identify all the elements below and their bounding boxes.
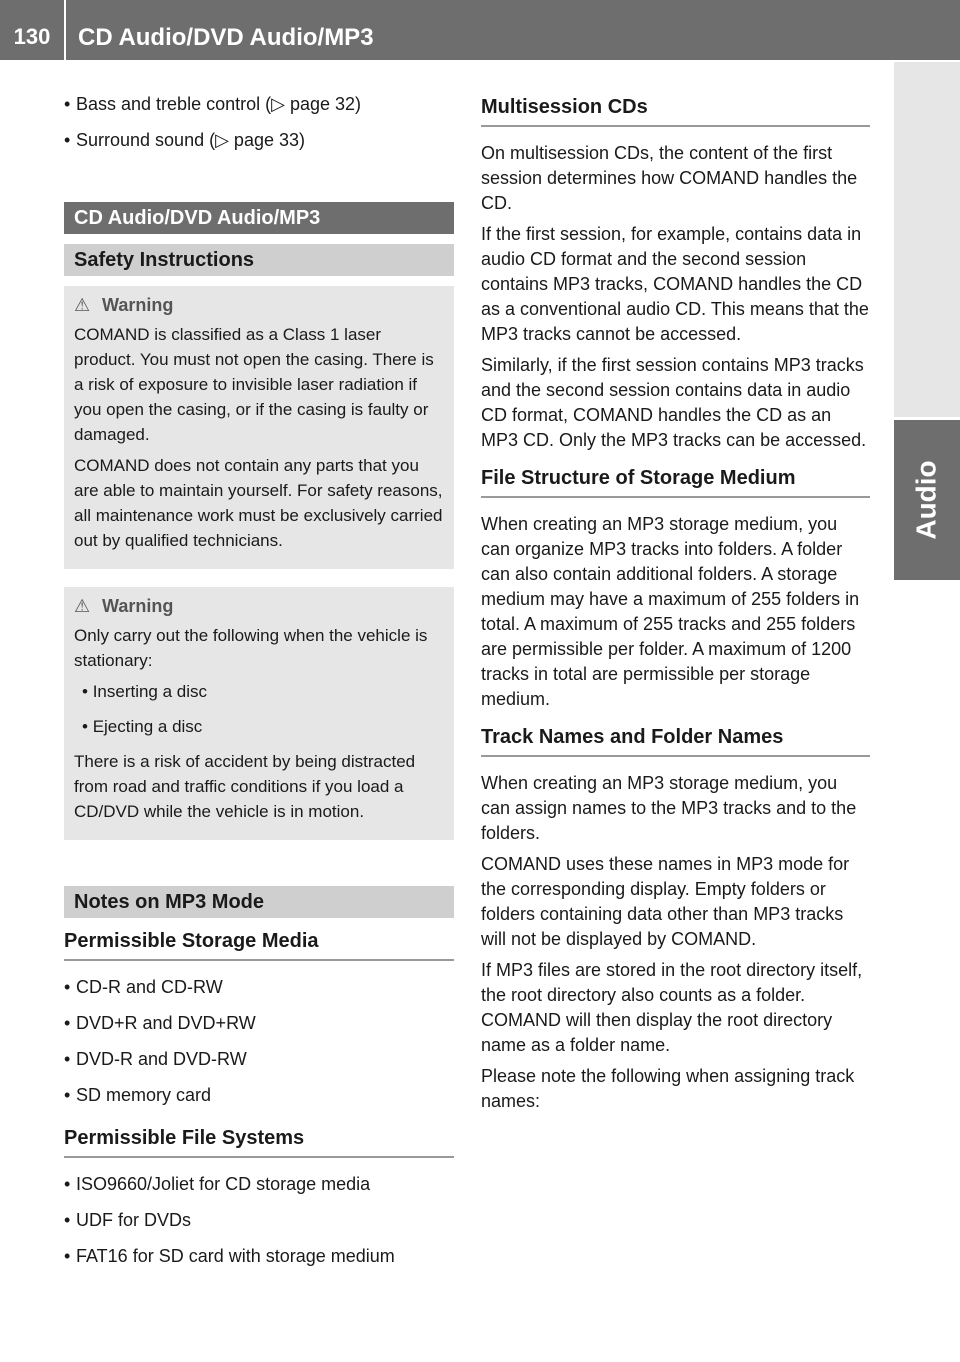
left-column (64, 92, 454, 1280)
page-number: 130 (13, 24, 51, 49)
paragraph: Similarly, if the first session contains MP3 tracks and the second session contains data in audio CD format, COMAND handles the CD as an MP3 CD. Only the MP3 tracks can be accessed. (481, 355, 867, 450)
warning-title: ⚠ Warning (74, 292, 444, 318)
list-item: • UDF for DVDs (64, 1210, 192, 1230)
side-tab-background (894, 62, 960, 417)
page-header (0, 0, 960, 60)
section-heading: CD Audio/DVD Audio/MP3 (64, 202, 454, 234)
paragraph: COMAND uses these names in MP3 mode for the corresponding display. Empty folders or folders containing data other than MP3 tracks will not be displayed by COMAND. (481, 854, 850, 949)
paragraph: When creating an MP3 storage medium, you can organize MP3 tracks into folders. A folder can also contain additional folders. A storage medium may have a maximum of 255 folders in total. A maximum of 255 tracks and 255 folders are permissible per folder. A maximum of 1200 tracks in total are permissible per storage medium. (481, 514, 860, 709)
warning-box (64, 587, 454, 840)
warning-text: Only carry out the following when the vehicle is stationary: (74, 626, 428, 670)
subheading: Permissible File Systems (64, 1127, 454, 1158)
side-tab-label: Audio (911, 460, 942, 540)
paragraph: If the first session, for example, contains data in audio CD format and the second session contains MP3 tracks, COMAND handles the CD as a conventional audio CD. This means that the MP3 tracks cannot be accessed. (481, 224, 869, 344)
warning-title: ⚠ Warning (74, 593, 444, 619)
subheading: Multisession CDs (481, 96, 870, 127)
list-item: • CD-R and CD-RW (64, 977, 223, 997)
paragraph: When creating an MP3 storage medium, you can assign names to the MP3 tracks and to the folders. (481, 773, 857, 843)
list-item: • Bass and treble control (▷ page 32) (64, 94, 362, 114)
paragraph: If MP3 files are stored in the root directory itself, the root directory also counts as a folder. COMAND will then display the root directory name as a folder name. (481, 960, 863, 1055)
subheading: Track Names and Folder Names (481, 726, 870, 757)
subsection-heading: Safety Instructions (64, 244, 454, 276)
warning-triangle-icon: ⚠ (74, 295, 91, 315)
paragraph: Please note the following when assigning track names: (481, 1066, 855, 1111)
subheading: File Structure of Storage Medium (481, 467, 870, 498)
subsection-heading: Notes on MP3 Mode (64, 886, 454, 918)
list-item: • SD memory card (64, 1085, 212, 1105)
warning-text: COMAND is classified as a Class 1 laser product. You must not open the casing. There is a risk of exposure to invisible laser radiation if you open the casing, or if the casing is faulty or damaged. (74, 325, 434, 444)
warning-text: There is a risk of accident by being distracted from road and traffic conditions if you load a CD/DVD while the vehicle is in motion. (74, 752, 416, 821)
chapter-title: CD Audio/DVD Audio/MP3 (78, 24, 374, 51)
list-item: • ISO9660/Joliet for CD storage media (64, 1174, 371, 1194)
warning-box (64, 286, 454, 569)
list-item: • DVD+R and DVD+RW (64, 1013, 256, 1033)
right-column (481, 92, 870, 1120)
list-item: • FAT16 for SD card with storage medium (64, 1246, 395, 1266)
subheading: Permissible Storage Media (64, 930, 454, 961)
paragraph: On multisession CDs, the content of the first session determines how COMAND handles the CD. (481, 143, 858, 213)
list-item: • DVD-R and DVD-RW (64, 1049, 247, 1069)
page-number-box (0, 0, 64, 60)
list-item: • Surround sound (▷ page 33) (64, 130, 305, 150)
header-bar (66, 0, 960, 60)
list-item: • Ejecting a disc (82, 717, 203, 736)
list-item: • Inserting a disc (82, 682, 208, 701)
warning-triangle-icon: ⚠ (74, 596, 91, 616)
warning-text: COMAND does not contain any parts that you are able to maintain yourself. For safety reasons, all maintenance work must be exclusively carried out by qualified technicians. (74, 456, 443, 550)
